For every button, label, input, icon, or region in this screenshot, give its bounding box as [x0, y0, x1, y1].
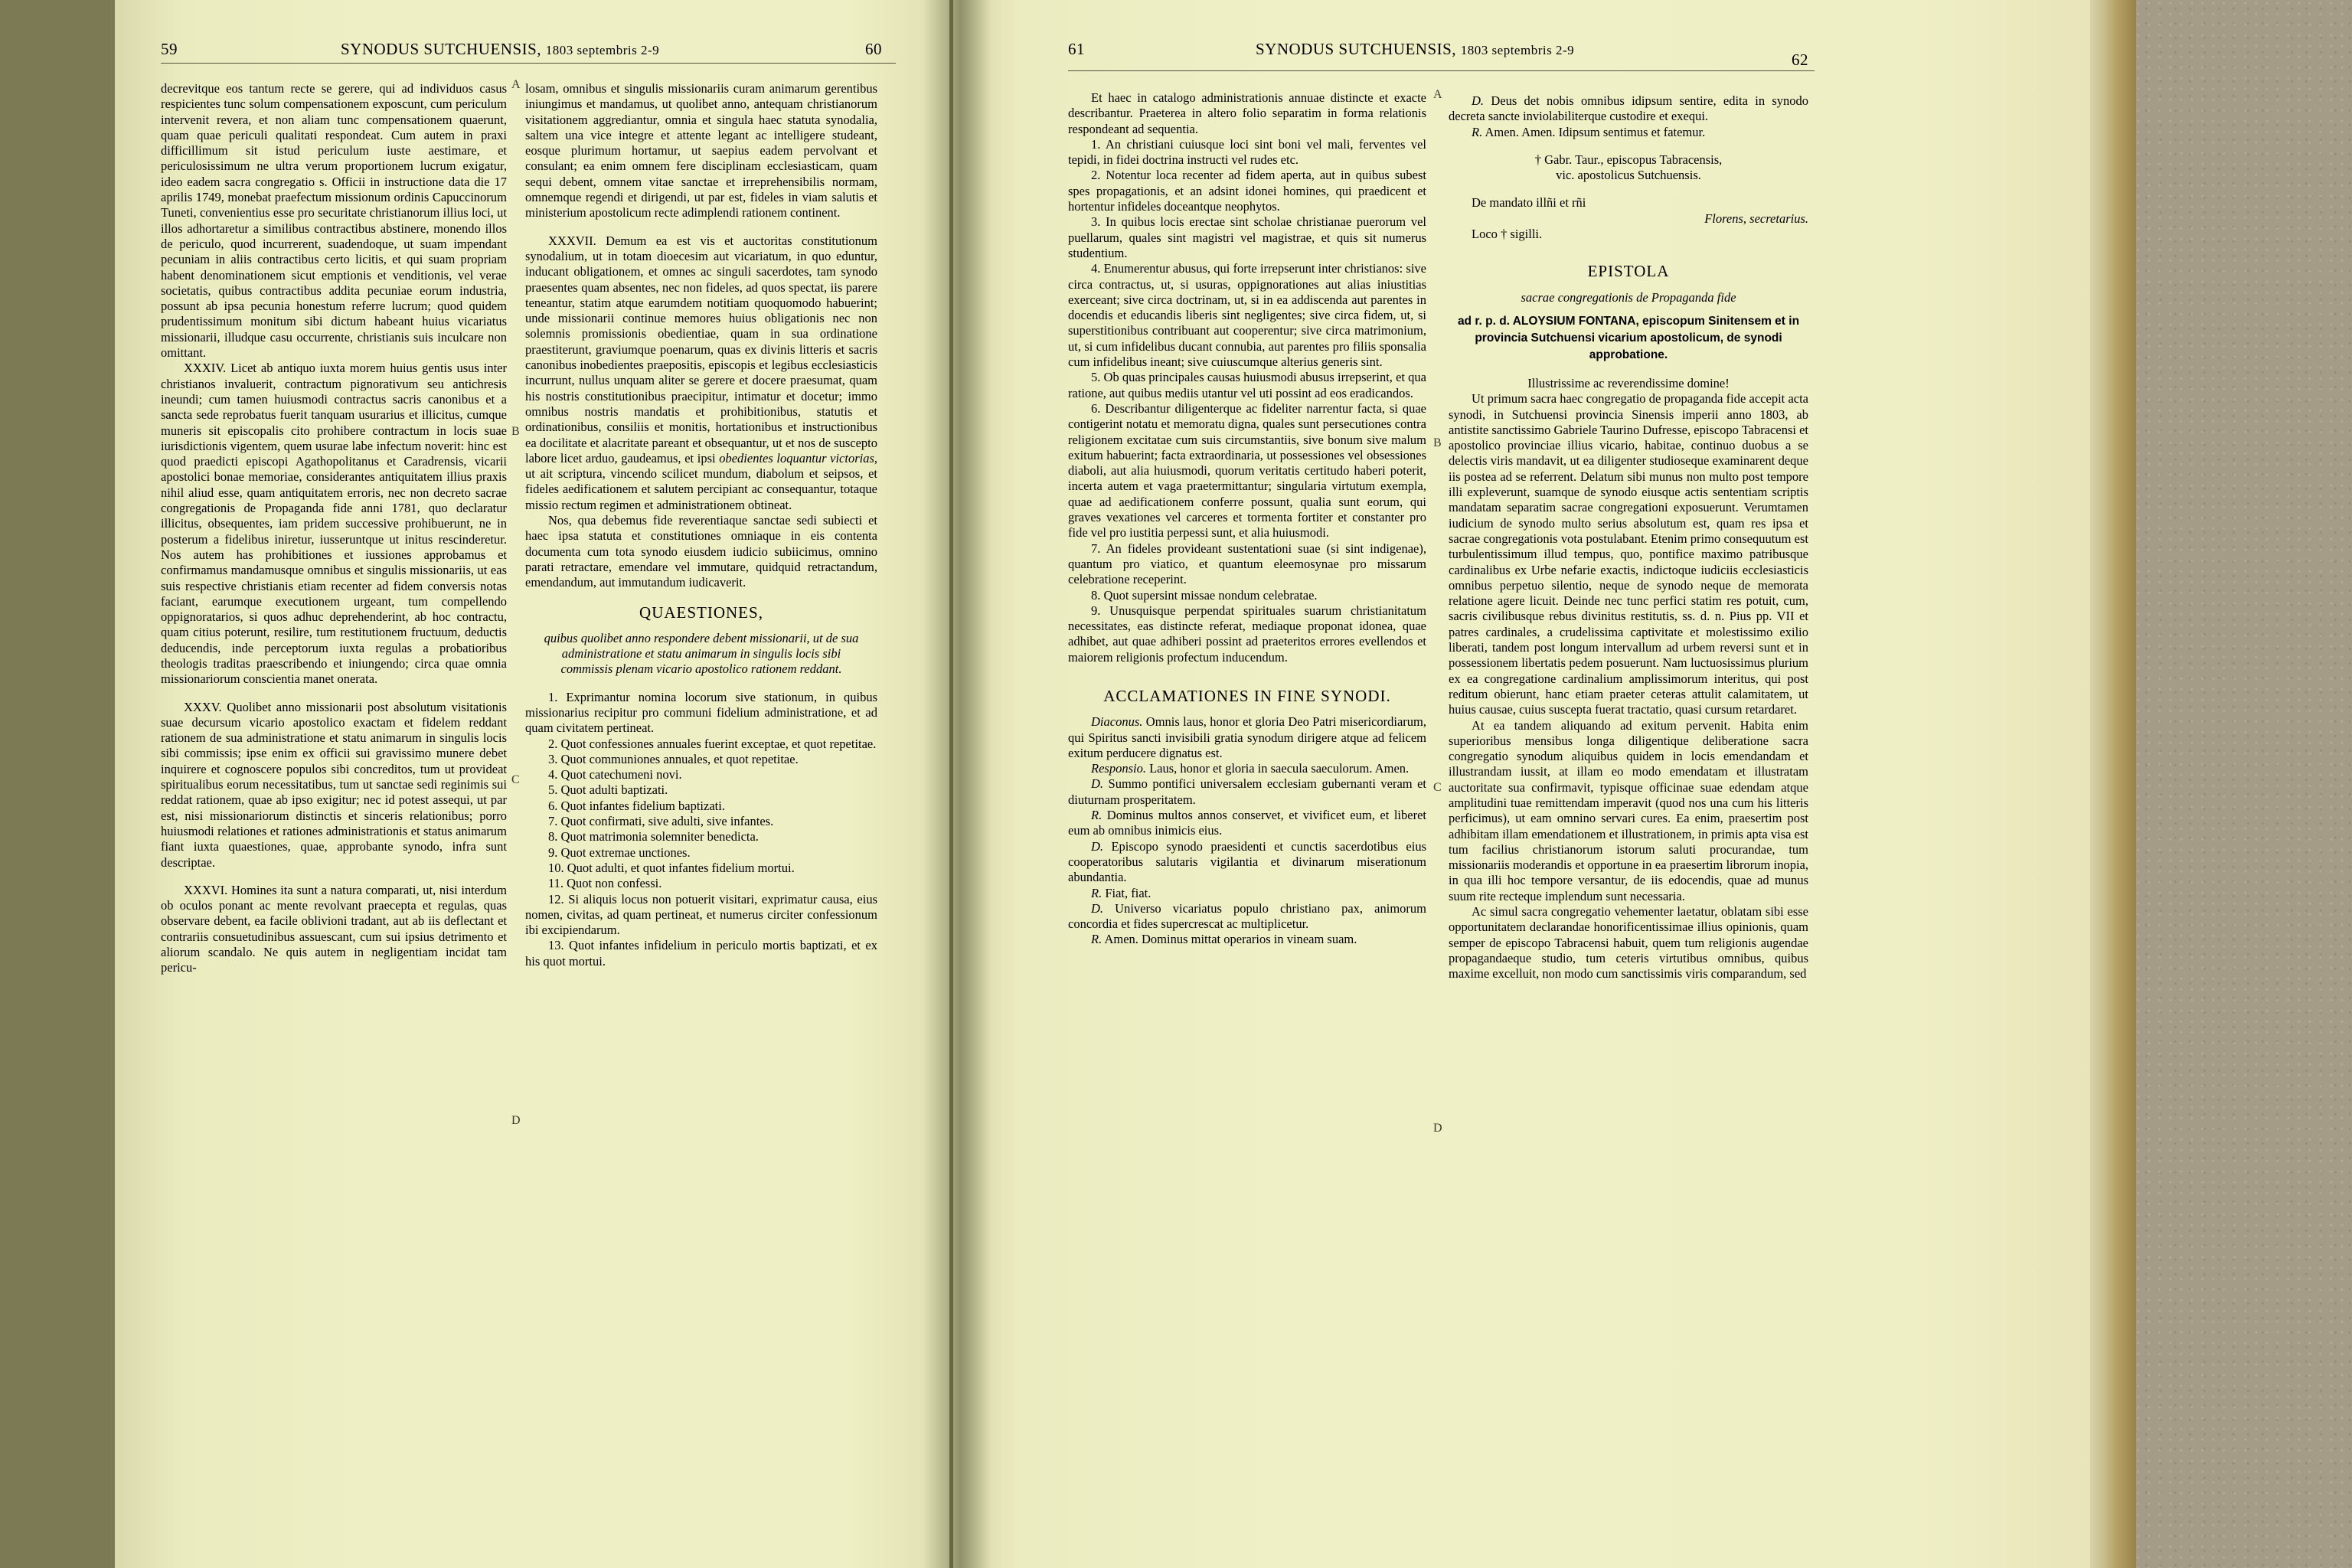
running-head-title: SYNODUS SUTCHUENSIS, [341, 40, 542, 58]
margin-letter-b-right: B [1433, 436, 1442, 449]
mandate-line: De mandato illñi et rñi [1472, 195, 1586, 211]
margin-letter-a: A [511, 78, 521, 91]
speaker: R. [1091, 885, 1102, 900]
question-item: 5. Quot adulti baptizati. [548, 782, 668, 798]
speaker: D. [1472, 93, 1485, 108]
report-item: 6. Describantur diligenterque ac fideliter narrentur facta, si quae contigerint notatu et memoratu digna, quales sunt persecutiones contra religionem excitatae cum suis circumstantiis, sive bonum sive malum exitum habuerint; facta extraordinaria, ut possessiones vel obsessiones diaboli, aut alia huiusmodi, quorum veritatis certitudo haberi poterit, incerta autem et vaga praetermittantur; singularia virtutum exempla, quae ad aedificationem conferre possunt, qualia sunt eorum, qui graves vexationes vel carceres et tormenta fortiter et constanter pro fide vel pro iustitia perpessi sunt, et alia huiusmodi. [1068, 400, 1426, 541]
epistola-subtitle: sacrae congregationis de Propaganda fide [1521, 289, 1736, 305]
acclamation-text: Dominus multos annos conservet, et vivificet eum, et liberet eum ab omnibus inimicis eius. [1068, 808, 1426, 838]
paragraph: Nos, qua debemus fide reverentiaque sanctae sedi subiecti et haec ipsa statuta et constitutiones omniaque in eis contenta documenta cum tota synodo eiusdem iudicio subiicimus, omnino parati retractare, emendare vel immutare, quidquid retractandum, emendandum, aut immutandum iudicaverit. [525, 513, 877, 590]
acclamation-text: Summo pontifici universalem ecclesiam gubernanti veram et diuturnam prosperitatem. [1068, 776, 1427, 807]
text-run: XXXVII. Demum ea est vis et auctoritas constitutionum synodalium, ut in totam dioecesim aut vicariatum, in quo eduntur, inducant obligationem, et omnes ac singuli sacerdotes, tam synodo praesentes quam absentes, nec non fideles, ad quos spectat, iis parere teneantur, statim atque earumdem notitiam quoquomodo habuerint; unde missionarii continue memores huius obligationis nec non solemnis promissionis obedientiae, quam in sua ordinatione praestiterunt, graviumque poenarum, quas ex divinis litteris et sacris canonibus inobedientes praepositis, episcopis et legibus ecclesiasticis incurrunt, nullus unquam aliter se gerere et docere praesumat, quam his nostris constitutionibus praecipitur, intimatur et docetur; immo omnibus nostris mandatis et prohibitionibus, statutis et ordinationibus, consiliis et monitis, hortationibus et instructionibus ea docilitate et alacritate pareant et obsequantur, ut et nos de suscepto labore licet arduo, gaudeamus, et ipsi [525, 233, 877, 466]
book-gutter [923, 0, 991, 1568]
margin-letter-c: C [511, 773, 520, 786]
question-item: 3. Quot communiones annuales, et quot repetitae. [548, 751, 799, 766]
speaker: R. [1091, 808, 1102, 823]
acclamation-text: Universo vicariatus populo christiano pax, animorum concordia et fides supercrescat ac multiplicetur. [1068, 900, 1426, 932]
section-title-acclamationes: ACCLAMATIONES IN FINE SYNODI. [1103, 686, 1391, 705]
acclamation [1068, 932, 1426, 947]
acclamation-text: Amen. Amen. Idipsum sentimus et fatemur. [1485, 124, 1706, 139]
acclamation [1449, 125, 1808, 140]
column-1 [161, 81, 507, 976]
seal-line: Loco † sigilli. [1472, 227, 1543, 242]
header-rule-left [161, 63, 896, 64]
report-item: 1. An christiani cuiusque loci sint boni vel mali, ferventes vel tepidi, in fidei doctrina instructi vel rudes etc. [1068, 136, 1426, 168]
acclamation-text: Laus, honor et gloria in saecula saeculorum. Amen. [1149, 761, 1410, 776]
paragraph: losam, omnibus et singulis missionariis curam animarum gerentibus iniungimus et mandamus, ut quolibet anno, antequam christianorum visitationem aggrediantur, omnia et singula haec statuta synodalia, saltem una vice integre et attente legant ac intelligere studeant, eosque plurimum hortamur, ut saepius eadem pervolvant et consulant; ea enim omnem fere disciplinam ecclesiasticam, quam sequi debent, omnem vitae sanctae et irreprehensibilis normam, omnemque regendi et dirigendi, ut par est, fideles in viam salutis et ministerium apostolicum recte adimplendi rationem continent. [525, 81, 877, 220]
speaker: D. [1091, 776, 1104, 792]
report-item: 9. Unusquisque perpendat spirituales suarum christianitatum necessitates, eas distincte referat, mediaque proponat idonea, quae adhibet, aut quae adhiberi possint ad praeteritos errores evellendos et maiorem religionis profectum inducendum. [1068, 603, 1426, 665]
acclamation [1449, 93, 1808, 125]
acclamation [1068, 839, 1426, 886]
question-item: 12. Si aliquis locus non potuerit visitari, exprimatur causa, eius nomen, civitas, ad quam pertineat, et numerus circiter confessionum ibi excipiendarum. [525, 891, 877, 938]
report-item: 3. In quibus locis erectae sint scholae christianae puerorum vel puellarum, quales sint magistri vel magistrae, et quis sit numerus studentium. [1068, 214, 1426, 260]
running-head-right [1256, 40, 1574, 59]
acclamation [1068, 808, 1426, 839]
section-title-quaestiones: QUAESTIONES, [639, 603, 763, 622]
speaker: Responsio. [1091, 761, 1146, 776]
paragraph: Ac simul sacra congregatio vehementer laetatur, oblatam sibi esse opportunitatem declarandae honorificentissimae illius opinionis, quam semper de episcopo Tabracensi habuit, quem tum religionis augendae propagandaeque studio, tum ceteris virtutibus omnibus, quibus maxime excelluit, non modo cum sanctissimis viris comparandum, sed [1449, 904, 1808, 982]
report-item: 7. An fideles provideant sustentationi suae (si sint indigenae), quantum pro viatico, et quantum eleemosynae pro missarum celebratione receperint. [1068, 541, 1426, 587]
margin-letter-b: B [511, 425, 520, 438]
question-item: 6. Quot infantes fidelium baptizati. [548, 798, 725, 813]
margin-letter-d-right: D [1433, 1122, 1442, 1135]
margin-letter-c-right: C [1433, 781, 1442, 794]
page-number-60: 60 [865, 40, 882, 58]
paragraph: At ea tandem aliquando ad exitum pervenit. Habita enim superioribus mensibus longa diligentique deliberatione sacra congregatio synodum aliquibus quidem in locis emendandam et illustrandam iussit, at illam eo modo emendatam et illustratam auctoritate sua confirmavit, typisque officinae suae edendam atque amplitudini tuae remittendam imperavit (quod nos una cum his litteris perficimus), ut eam omnino servari cures. Ea enim, praesertim post adhibitam illam emendationem et illustrationem, in primis apta visa est tum facilius christianorum istorum saluti procurandae, tum missionariis moderandis et opportune in ea praesertim librorum inopia, in qua illi hoc tempore versantur, de iis edocendis, quae ad munus suum rite recteque implendum sunt necessaria. [1449, 717, 1808, 903]
page-number-59: 59 [161, 40, 178, 58]
speaker: D. [1091, 838, 1104, 854]
acclamation-text: Fiat, fiat. [1105, 885, 1152, 900]
question-item: 11. Quot non confessi. [548, 876, 662, 891]
salutation: Illustrissime ac reverendissime domine! [1527, 375, 1730, 390]
signature-line: † Gabr. Taur., episcopus Tabracensis, [1534, 152, 1723, 167]
epistola-address: ad r. p. d. ALOYSIUM FONTANA, episcopum Sinitensem et in provincia Sutchuensi vicarium apostolicum, de synodi approbatione. [1457, 314, 1800, 361]
acclamation [1068, 886, 1426, 901]
secretary-line: Florens, secretarius. [1704, 211, 1808, 226]
acclamation-text: Omnis laus, honor et gloria Deo Patri misericordiarum, qui Spiritus sancti invisibili gratia synodum dirigere atque ad felicem exitum perducere dignatus est. [1068, 714, 1426, 760]
running-head-date: 1803 septembris 2-9 [545, 43, 660, 57]
italic-quote: obedientes loquantur victorias, [719, 450, 877, 466]
paragraph-xxxv: XXXV. Quolibet anno missionarii post absolutum visitationis suae decursum vicario apostolico exactam et fidelem reddant rationem de sua administratione et statu animarum in singulis locis sibi commissis; ipse enim ex officii sui gravissimo munere debet inquirere et cognoscere populos sibi concreditos, tum ut provideat spiritualibus eorum necessitatibus, tum ut sanctae sedi reginimis sui reddat rationem, quae ab ipso exigitur; nec id potest assequi, ut par est, nisi missionariorum distinctis et sinceris relationibus; porro huiusmodi relationes et rationes administrationis et status animarum fiant iuxta quaestiones, quae, approbante synodo, infra sunt descriptae. [161, 699, 507, 870]
section-subtitle: quibus quolibet anno respondere debent missionarii, ut de sua administratione et statu animarum in singulis locis sibi commissis plenam vicario apostolico rationem reddant. [544, 630, 859, 677]
column-4 [1449, 93, 1808, 982]
paragraph: Ut primum sacra haec congregatio de propaganda fide accepit acta synodi, in Sutchuensi provincia Sinensis imperii anno 1803, ab antistite sanctissimo Gabriele Taurino Dufresse, episcopo Tabracensi et apostolico provinciae illius vicario, habitae, continuo duobus a se delectis viris mandavit, ut ea diligenter studioseque examinarent deque iis postea ad se referrent. Delatum sibi munus non multo post tempore illi expleverunt, suamque de synodo eiusque actis sententiam scriptis mandatam separatim sacrae congregationi exposuerunt. Verumtamen iudicium de synodo multo serius absolutum est, quam res ipsa et sacrae congregationis vota postulabant. Etenim primo consequutum est turbulentissimum illud tempus, quo, pontifice maximo patribusque cardinalibus ex Urbe nefarie exactis, indictoque iudiciis ecclesiasticis omnibus perpetuo silentio, neque de synodo neque de memorata relatione agere licuit. Deinde nec tunc perfici statim res potuit, cum, sacris civilibusque rebus divinitus restitutis, ss. d. n. Pius pp. VII et patres cardinales, a crudelissima captivitate et molestissimo exilio liberati, tandem post longum intervallum ad urbem reversi sunt et in possessionem libertatis pedem posuerunt. Nam luctuosissimus plurium ex ea congregatione cardinalium amplissimorum interitus, qui post reditum obierunt, hanc etiam praeter ceteras attulit calamitatem, ut huius causae, cuius suscepta fuerat tractatio, quasi cursum retardaret. [1449, 391, 1808, 717]
report-item: 5. Ob quas principales causas huiusmodi abusus irrepserint, et qua ratione, aut quibus mediis utantur vel uti possint ad eos eradicandos. [1068, 370, 1426, 400]
header-rule-right [1068, 70, 1815, 71]
speaker: R. [1472, 124, 1483, 139]
paragraph-xxxiv: XXXIV. Licet ab antiquo iuxta morem huius gentis usus inter christianos invaluerit, contractum pignorativum seu antichresis ineundi; cum tamen huiusmodi contractus sacris canonibus et a sancta sede reprobatus fuerit tanquam usurarius et illicitus, cumque muneris sit episcopalis cito prohibere contractum in locis suae iurisdictionis vigentem, quem usurae labe infectum noverit: hinc est quod praedicti episcopi Agathopolitanus et Caradrensis, vicarii apostolici bonae memoriae, considerantes antiquitatem illius praxis nihil aliud esse, quam antiquitatem erroris, nec non decreto sacrae congregationis de Propaganda fide anni 1781, quo declaratur illicitus, obsequentes, iam pridem successive prohibuerunt, ne in posterum a fidelibus iniretur, iusseruntque ut initus rescinderetur. Nos autem has prohibitiones et iussiones approbamus et confirmamus mandamusque omnibus et singulis missionariis, ut eas suis respective christianis etiam recenter ad fidem conversis notas faciant, earumque executionem urgeant, tum compellendo oppignoratarios, si quos adhuc deprehenderint, ab hoc contractu, quam citius poterunt, resilire, tum restitutionem fructuum, deductis deducendis, inde perceptorum iuxta regulas a probatioribus theologis traditas praescribendo et iniungendo; circa quae omnia missionariorum conscientia manet onerata. [161, 361, 507, 687]
acclamation [1068, 776, 1426, 808]
margin-letter-a-right: A [1433, 88, 1442, 101]
running-head-left [341, 40, 659, 59]
column-3 [1068, 90, 1426, 948]
report-item: 2. Notentur loca recenter ad fidem aperta, aut in quibus subest spes propagationis, et an adsint idonei homines, qui praedicent et hortentur infideles doceantque neophytos. [1068, 168, 1426, 214]
speaker: D. [1091, 900, 1104, 916]
text-run: ut ait scriptura, vincendo scilicet mundum, diabolum et seipsos, et fideles aedificationem et salutem percipiant ac consequantur, totaque missio rectum regimen et administrationem obtineat. [525, 466, 877, 512]
acclamation [1068, 901, 1426, 933]
question-item: 8. Quot matrimonia solemniter benedicta. [548, 829, 759, 844]
question-item: 2. Quot confessiones annuales fuerint exceptae, et quot repetitae. [548, 736, 877, 751]
page-number-61: 61 [1068, 40, 1085, 58]
speaker: Diaconus. [1091, 714, 1143, 730]
paragraph: Et haec in catalogo administrationis annuae distincte et exacte describantur. Praeterea in altero folio separatim in forma relationis respondeant ad sequentia. [1068, 90, 1426, 136]
acclamation [1068, 761, 1426, 776]
running-head-title-right: SYNODUS SUTCHUENSIS, [1256, 40, 1457, 58]
book-edge [2090, 0, 2136, 1568]
column-2 [525, 81, 877, 969]
desk-surface [2136, 0, 2352, 1568]
acclamation-text: Amen. Dominus mittat operarios in vineam suam. [1104, 932, 1357, 947]
report-item: 4. Enumerentur abusus, qui forte irrepserunt inter christianos: sive circa contractus, ut, si usuras, oppignorationes aut alias iniustitias exerceant; sive circa doctrinam, ut, si in ea addiscenda aut parentes in docendis et educandis liberis sint negligentes; sive circa fidem, ut, si superstitionibus contribuant aut cooperentur; sive circa matrimonium, ut, si cum infidelibus ducant connubia, aut parentes pro filiis sponsalia cum infidelibus ineant; sive cuiuscumque alterius generis sint. [1068, 261, 1426, 370]
running-head-date-right: 1803 septembris 2-9 [1460, 43, 1575, 57]
question-item: 9. Quot extremae unctiones. [548, 844, 691, 860]
paragraph: decrevitque eos tantum recte se gerere, qui ad individuos casus respicientes tunc solum compensationem exposcunt, cum periculum intervenit revera, et non aliam tunc compensationem quaerunt, quam quae periculi qualitati respondeat. Cum autem in praxi difficillimum sit istud periculum iuste aestimare, et periculosissimum ne ultra verum proportionem lucrum exigatur, ideo eadem sacra congregatio s. Officii in instructione data die 17 aprilis 1749, monebat praefectum missionum ordinis Capuccinorum Tuneti, convenientius esse pro securitate christianorum illius loci, ut illos adhortaretur a similibus contractibus abstinere, monendo illos de periculo, quod incurrerent, suadendoque, ut suam impendant pecuniam in aliis contractibus certo licitis, et qui suam propriam habent denominationem sicut emptionis et venditionis, vel verae societatis, quibus contractibus addita pecuniae eorum industria, possunt ab ipsa pecunia honestum referre lucrum; quod quidem prudentissimum monitum sibi dictum habeant huius vicariatus missionarii, illudque casu occurrente, christianis suis inculcare non omittant. [161, 81, 507, 361]
margin-letter-d: D [511, 1114, 521, 1127]
acclamation-text: Episcopo synodo praesidenti et cunctis sacerdotibus eius cooperatoribus salutaris vigilantia et divinarum miserationum abundantia. [1068, 838, 1427, 885]
paragraph-xxxvii [525, 234, 877, 513]
page-number-62: 62 [1792, 51, 1808, 69]
question-item: 7. Quot confirmati, sive adulti, sive infantes. [548, 814, 774, 829]
report-item: 8. Quot supersint missae nondum celebratae. [1091, 587, 1318, 603]
acclamation [1068, 714, 1426, 761]
speaker: R. [1091, 932, 1102, 947]
question-item: 1. Exprimantur nomina locorum sive stationum, in quibus missionarius recipitur pro communi fidelium administratione, et ad quam civitatem pertineat. [525, 689, 877, 736]
question-item: 4. Quot catechumeni novi. [548, 767, 682, 782]
section-title-epistola: EPISTOLA [1587, 262, 1670, 281]
question-item: 13. Quot infantes infidelium in periculo mortis baptizati, et ex his quot mortui. [525, 938, 877, 969]
paragraph-xxxvi: XXXVI. Homines ita sunt a natura comparati, ut, nisi interdum ob oculos ponant ac mente revolvant praecepta et regulas, quas observare debent, ea facile oblivioni tradant, aut ab iis deflectant et contrariis consuetudinibus assuescant, cum sui ipsius detrimento et aliorum scandalo. Ne quis autem in negligentiam incidat tam pericu- [161, 882, 507, 975]
acclamation-text: Deus det nobis omnibus idipsum sentire, edita in synodo decreta sancte inviolabiliterque custodire et exequi. [1449, 93, 1809, 124]
signature-title: vic. apostolicus Sutchuensis. [1556, 168, 1701, 183]
question-item: 10. Quot adulti, et quot infantes fidelium mortui. [548, 860, 795, 875]
